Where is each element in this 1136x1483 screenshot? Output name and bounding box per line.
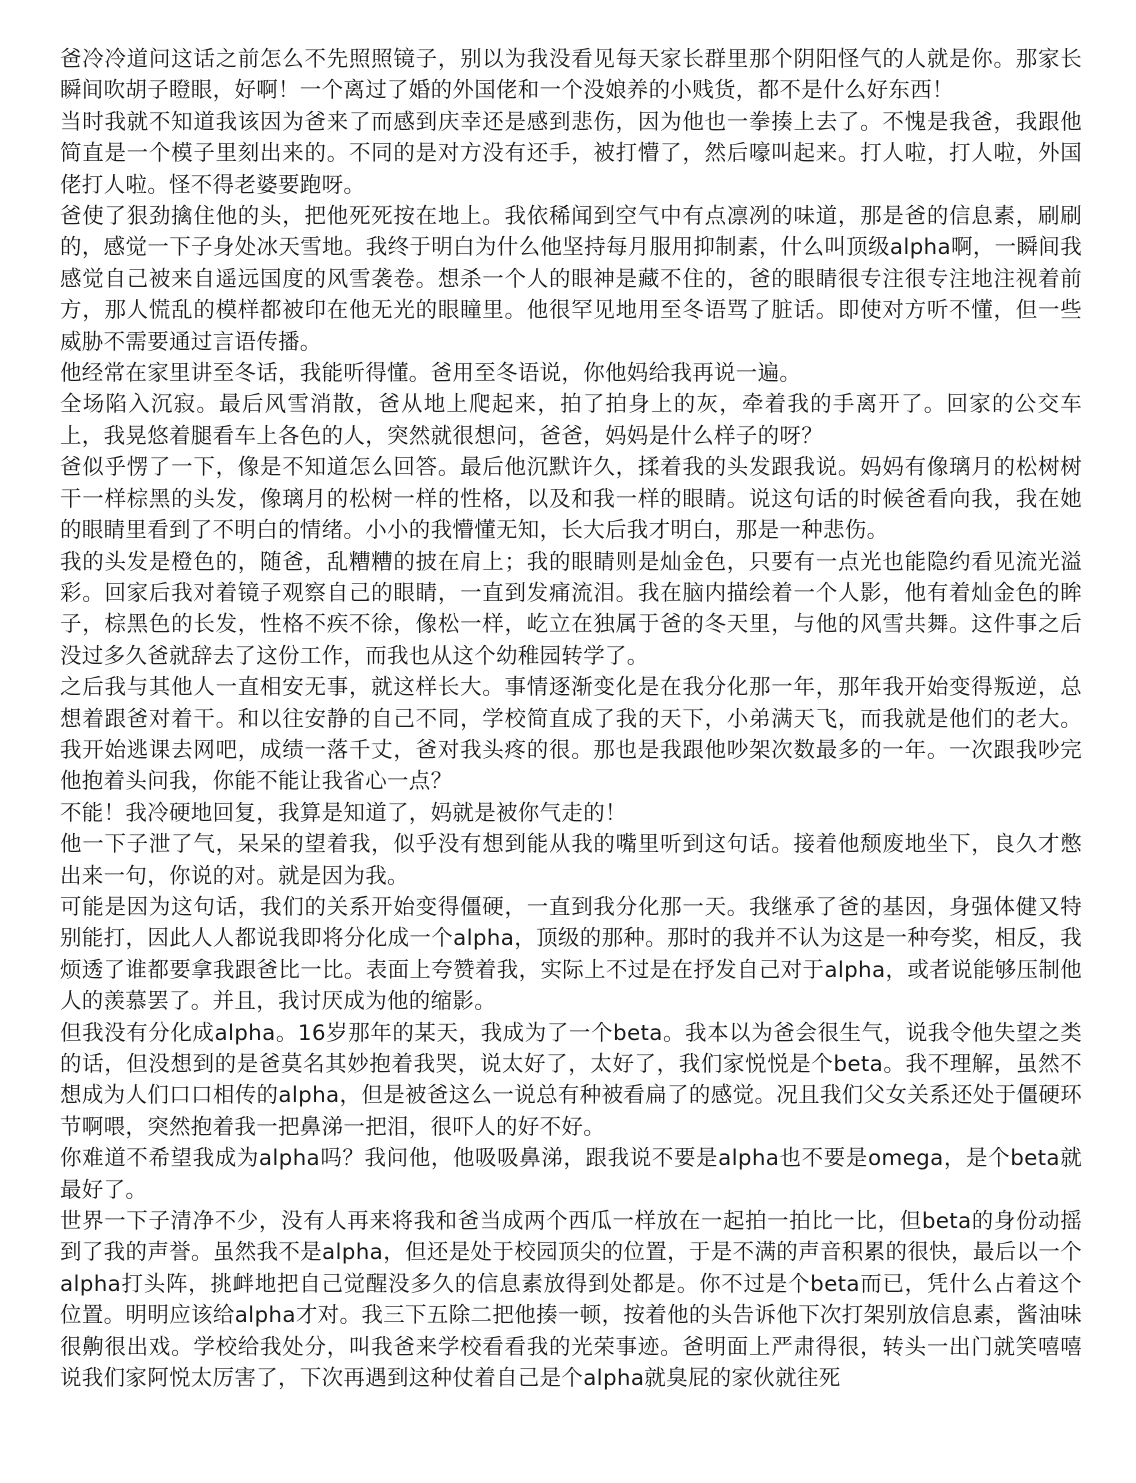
document-body — [60, 44, 1082, 1394]
paragraph: 当时我就不知道我该因为爸来了而感到庆幸还是感到悲伤，因为他也一拳揍上去了。不愧是我爸，我跟他简直是一个模子里刻出来的。不同的是对方没有还手，被打懵了，然后嚎叫起来。打人啦，打人啦，外国佬打人啦。怪不得老婆要跑呀。 — [60, 109, 1082, 198]
paragraph: 爸冷冷道问这话之前怎么不先照照镜子，别以为我没看见每天家长群里那个阴阳怪气的人就是你。那家长瞬间吹胡子瞪眼，好啊！一个离过了婚的外国佬和一个没娘养的小贱货，都不是什么好东西！ — [60, 47, 1082, 104]
paragraph: 可能是因为这句话，我们的关系开始变得僵硬，一直到我分化那一天。我继承了爸的基因，身强体健又特别能打，因此人人都说我即将分化成一个alpha，顶级的那种。那时的我并不认为这是一种夸奖，相反，我烦透了谁都要拿我跟爸比一比。表面上夸赞着我，实际上不过是在抒发自己对于alpha，或者说能够压制他人的羡慕罢了。并且，我讨厌成为他的缩影。 — [60, 894, 1082, 1015]
paragraph: 他一下子泄了气，呆呆的望着我，似乎没有想到能从我的嘴里听到这句话。接着他颓废地坐下，良久才憋出来一句，你说的对。就是因为我。 — [60, 832, 1082, 889]
paragraph: 世界一下子清净不少，没有人再来将我和爸当成两个西瓜一样放在一起拍一拍比一比，但beta的身份动摇到了我的声誉。虽然我不是alpha，但还是处于校园顶尖的位置，于是不满的声音积累的很快，最后以一个alpha打头阵，挑衅地把自己觉醒没多久的信息素放得到处都是。你不过是个beta而已，凭什么占着这个位置。明明应该给alpha才对。我三下五除二把他揍一顿，按着他的头告诉他下次打架别放信息素，酱油味很齁很出戏。学校给我处分，叫我爸来学校看看我的光荣事迹。爸明面上严肃得很，转头一出门就笑嘻嘻说我们家阿悦太厉害了，下次再遇到这种仗着自己是个alpha就臭屁的家伙就往死 — [60, 1209, 1082, 1392]
paragraph: 我的头发是橙色的，随爸，乱糟糟的披在肩上；我的眼睛则是灿金色，只要有一点光也能隐约看见流光溢彩。回家后我对着镜子观察自己的眼睛，一直到发痛流泪。我在脑内描绘着一个人影，他有着灿金色的眸子，棕黑色的长发，性格不疾不徐，像松一样，屹立在独属于爸的冬天里，与他的风雪共舞。这件事之后没过多久爸就辞去了这份工作，而我也从这个幼稚园转学了。 — [60, 549, 1082, 669]
paragraph: 但我没有分化成alpha。16岁那年的某天，我成为了一个beta。我本以为爸会很生气，说我令他失望之类的话，但没想到的是爸莫名其妙抱着我哭，说太好了，太好了，我们家悦悦是个beta。我不理解，虽然不想成为人们口口相传的alpha，但是被爸这么一说总有种被看扁了的感觉。况且我们父女关系还处于僵硬环节啊喂，突然抱着我一把鼻涕一把泪，很吓人的好不好。 — [60, 1020, 1082, 1140]
paragraph: 爸似乎愣了一下，像是不知道怎么回答。最后他沉默许久，揉着我的头发跟我说。妈妈有像璃月的松树树干一样棕黑的头发，像璃月的松树一样的性格，以及和我一样的眼睛。说这句话的时候爸看向我，我在她的眼睛里看到了不明白的情绪。小小的我懵懂无知，长大后我才明白，那是一种悲伤。 — [60, 455, 1082, 544]
paragraph: 不能！我冷硬地回复，我算是知道了，妈就是被你气走的！ — [60, 800, 627, 826]
paragraph: 之后我与其他人一直相安无事，就这样长大。事情逐渐变化是在我分化那一年，那年我开始变得叛逆，总想着跟爸对着干。和以往安静的自己不同，学校简直成了我的天下，小弟满天飞，而我就是他们的老大。我开始逃课去网吧，成绩一落千丈，爸对我头疼的很。那也是我跟他吵架次数最多的一年。一次跟我吵完他抱着头问我，你能不能让我省心一点？ — [60, 675, 1082, 795]
paragraph: 你难道不希望我成为alpha吗？我问他，他吸吸鼻涕，跟我说不要是alpha也不要是omega，是个beta就最好了。 — [60, 1146, 1082, 1203]
paragraph: 爸使了狠劲擒住他的头，把他死死按在地上。我依稀闻到空气中有点凛冽的味道，那是爸的信息素，刷刷的，感觉一下子身处冰天雪地。我终于明白为什么他坚持每月服用抑制素，什么叫顶级alpha啊，一瞬间我感觉自己被来自遥远国度的风雪袭卷。想杀一个人的眼神是藏不住的，爸的眼睛很专注很专注地注视着前方，那人慌乱的模样都被印在他无光的眼瞳里。他很罕见地用至冬语骂了脏话。即使对方听不懂，但一些威胁不需要通过言语传播。 — [60, 204, 1082, 355]
paragraph: 他经常在家里讲至冬话，我能听得懂。爸用至冬语说，你他妈给我再说一遍。 — [60, 361, 802, 387]
paragraph: 全场陷入沉寂。最后风雪消散，爸从地上爬起来，拍了拍身上的灰，牵着我的手离开了。回家的公交车上，我晃悠着腿看车上各色的人，突然就很想问，爸爸，妈妈是什么样子的呀？ — [60, 392, 1082, 449]
